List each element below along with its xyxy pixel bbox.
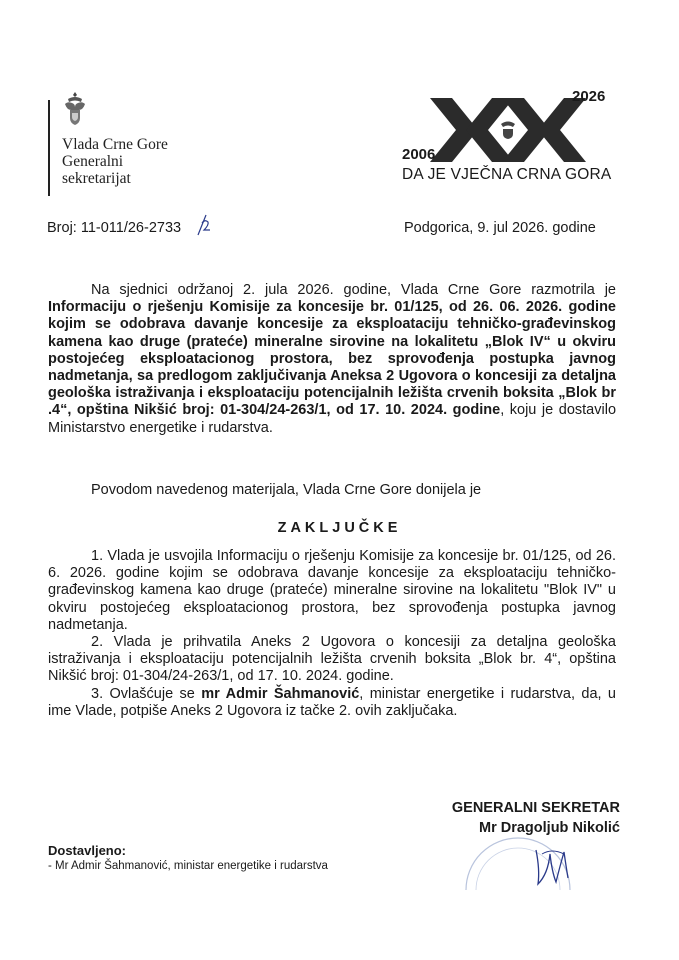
handwritten-suffix xyxy=(194,214,212,236)
conclusion-3-text-a: 3. Ovlašćuje se xyxy=(91,685,202,702)
conclusions-list xyxy=(48,548,616,720)
intro-text-3: , koju je dostavilo Ministarstvo energetike i rudarstva. xyxy=(48,402,617,436)
letterhead-divider xyxy=(48,100,50,196)
handwritten-signature xyxy=(528,840,578,890)
conclusion-2-text: 2. Vlada je prihvatila Aneks 2 Ugovora o koncesiji za detaljna geološka istraživanja i eksploataciju potencijalnih ležišta crvenih boksita „Blok br. 4“, opština Nikšić broj: 01-304/24-263/1, od 17. 10. 2024. godine. xyxy=(48,634,616,685)
distribution-label: Dostavljeno: xyxy=(48,843,127,858)
follow-text: Povodom navedenog materijala, Vlada Crne Gore donijela je xyxy=(91,482,482,498)
org-line-2: Generalni xyxy=(62,153,124,170)
conclusion-2 xyxy=(48,634,616,686)
org-line-3: sekretarijat xyxy=(62,170,131,187)
conclusion-3 xyxy=(48,686,616,720)
signatory-title: GENERALNI SEKRETAR xyxy=(451,800,620,816)
org-line-1: Vlada Crne Gore xyxy=(62,136,168,153)
jubilee-logo xyxy=(400,86,620,186)
jubilee-year-start: 2006 xyxy=(402,146,436,163)
conclusion-3-text-b: , ministar energetike i rudarstva, da, u ime Vlade, potpiše Aneks 2 Ugovora iz tačke 2. ovih zaključaka. xyxy=(48,685,616,719)
conclusion-1-text: 1. Vlada je usvojila Informaciju o rješenju Komisije za koncesije br. 01/125, od 26. 6. 2026. godine kojim se odobrava davanje koncesije za eksploataciju tehničko-građevinskog kamena kao druge (prateće) mineralne sirovine na lokalitetu "Blok IV" u okviru postojećeg eksploatacionog prostora, bez sprovođenja postupka javnog nadmetanja. xyxy=(48,548,616,633)
coat-of-arms-icon xyxy=(62,90,88,128)
intro-paragraph xyxy=(48,282,616,437)
signatory-name: Mr Dragoljub Nikolić xyxy=(479,820,620,836)
follow-paragraph xyxy=(48,482,616,499)
conclusion-3-name: mr Admir Šahmanović xyxy=(201,685,360,702)
jubilee-year-end: 2026 xyxy=(572,88,606,105)
intro-text-bold: Informaciju o rješenju Komisije za koncesije br. 01/125, od 26. 06. 2026. godine kojim se odobrava davanje koncesije za eksploataciju tehničko-građevinskog kamena kao druge (prateće) mineralne sirovine na lokalitetu „Blok IV“ u okviru postojećeg eksploatacionog prostora, bez sprovođenja postupka javnog nadmetanja, sa predlogom zaključivanja Aneksa 2 Ugovora o koncesiji za detaljna geološka istraživanja i eksploataciju potencijalnih ležišta crvenih boksita „Blok br .4“, opština Nikšić broj: 01-304/24-263/1, od 17. 10. 2024. godine xyxy=(48,299,616,419)
document-date: Podgorica, 9. jul 2026. godine xyxy=(404,220,596,236)
intro-text-1: Na sjednici održanoj 2. jula 2026. godine, Vlada Crne Gore razmotrila je xyxy=(91,282,616,298)
government-name xyxy=(62,136,222,187)
jubilee-motto: DA JE VJEČNA CRNA GORA xyxy=(402,166,612,183)
distribution-item: - Mr Admir Šahmanović, ministar energetike i rudarstva xyxy=(48,860,328,872)
conclusion-1 xyxy=(48,548,616,634)
section-heading: ZAKLJUČKE xyxy=(277,520,402,536)
reference-number: Broj: 11-011/26-2733 xyxy=(47,220,182,236)
